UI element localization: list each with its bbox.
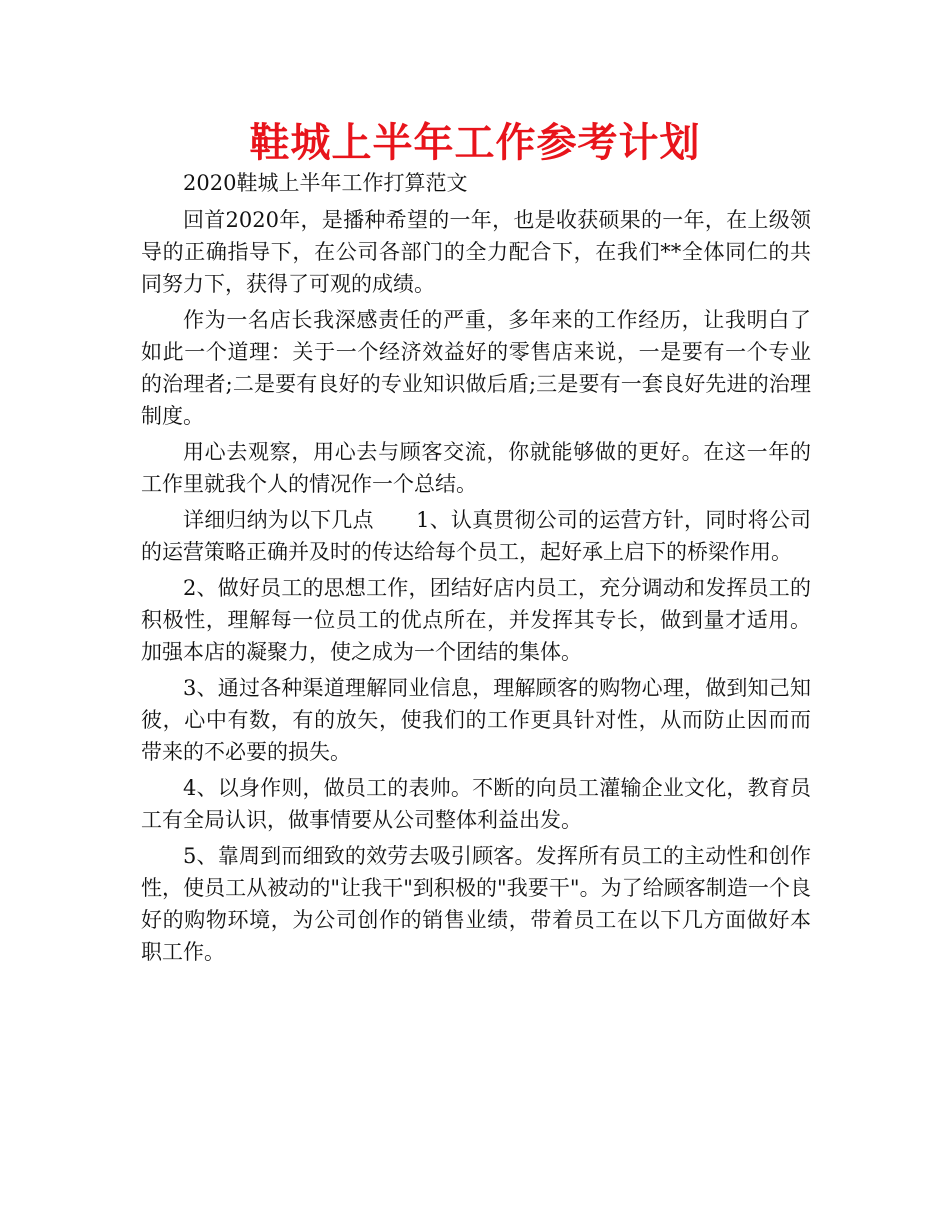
paragraph-manager-reflection: 作为一名店长我深感责任的严重，多年来的工作经历，让我明白了如此一个道理：关于一个经济效益好的零售店来说，一是要有一个专业的治理者;二是要有良好的专业知识做后盾;三是要有一套良好先进的治理制度。	[141, 308, 811, 428]
paragraph-point-5: 5、靠周到而细致的效劳去吸引顾客。发挥所有员工的主动性和创作性，使员工从被动的"让我干"到积极的"我要干"。为了给顾客制造一个良好的购物环境，为公司创作的销售业绩，带着员工在以下几方面做好本职工作。	[141, 844, 811, 964]
paragraph-intro: 回首2020年，是播种希望的一年，也是收获硕果的一年，在上级领导的正确指导下，在公司各部门的全力配合下，在我们**全体同仁的共同努力下，获得了可观的成绩。	[141, 208, 811, 296]
document-subtitle: 2020鞋城上半年工作打算范文	[183, 171, 468, 195]
paragraph-summary-lead: 用心去观察，用心去与顾客交流，你就能够做的更好。在这一年的工作里就我个人的情况作一个总结。	[141, 440, 811, 496]
paragraph-point-2: 2、做好员工的思想工作，团结好店内员工，充分调动和发挥员工的积极性，理解每一位员工的优点所在，并发挥其专长，做到量才适用。加强本店的凝聚力，使之成为一个团结的集体。	[141, 576, 811, 664]
paragraph-point-4: 4、以身作则，做员工的表帅。不断的向员工灌输企业文化，教育员工有全局认识，做事情要从公司整体利益出发。	[141, 776, 811, 832]
paragraph-point-3: 3、通过各种渠道理解同业信息，理解顾客的购物心理，做到知己知彼，心中有数，有的放矢，使我们的工作更具针对性，从而防止因而而带来的不必要的损失。	[141, 676, 811, 764]
paragraph-point-1: 详细归纳为以下几点 1、认真贯彻公司的运营方针，同时将公司的运营策略正确并及时的传达给每个员工，起好承上启下的桥梁作用。	[141, 508, 811, 564]
document-body	[141, 166, 811, 968]
document-title: 鞋城上半年工作参考计划	[249, 120, 701, 166]
